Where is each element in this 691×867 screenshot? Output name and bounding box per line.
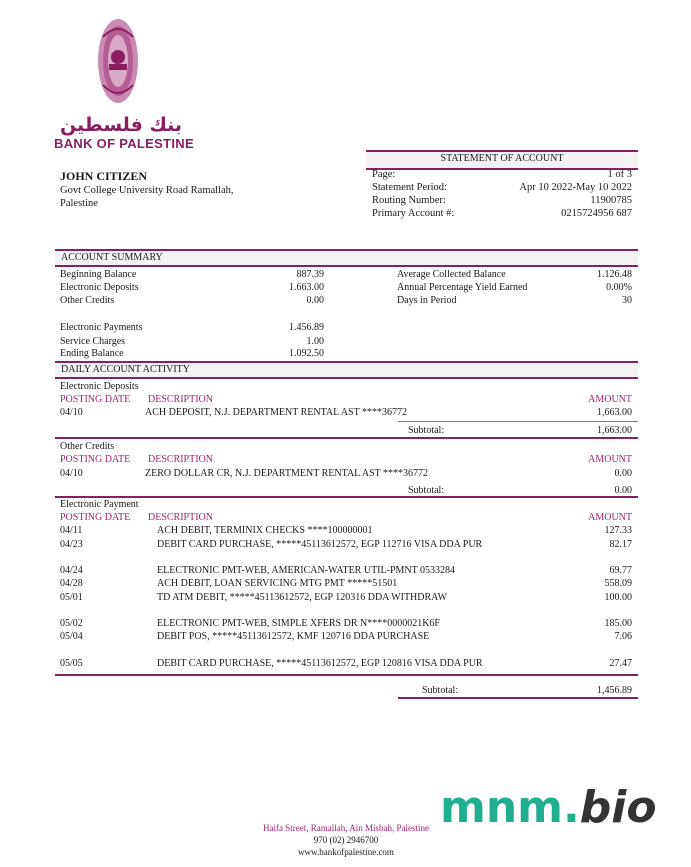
statement-period-label: Statement Period:: [372, 182, 447, 193]
row-date: 04/28: [60, 578, 83, 589]
summary-row: [60, 281, 632, 294]
row-amount: 1,663.00: [597, 407, 632, 418]
table-row: [60, 617, 632, 630]
customer-address-line2: Palestine: [60, 198, 98, 209]
summary-label: Service Charges: [60, 336, 126, 347]
row-amount: 82.17: [609, 539, 632, 550]
column-headers: [60, 511, 632, 524]
account-summary-title: ACCOUNT SUMMARY: [61, 252, 163, 263]
col-amount: AMOUNT: [588, 394, 632, 405]
row-date: 05/04: [60, 631, 83, 642]
row-amount: 558.09: [604, 578, 632, 589]
col-amount: AMOUNT: [588, 454, 632, 465]
summary-value: 0.00%: [606, 282, 632, 293]
row-date: 04/11: [60, 525, 83, 536]
row-date: 04/24: [60, 565, 83, 576]
row-date: 04/10: [60, 407, 83, 418]
table-row: [60, 591, 632, 604]
row-date: 05/05: [60, 658, 83, 669]
summary-label: Ending Balance: [60, 348, 124, 359]
primary-account-value: 0215724956 687: [561, 208, 632, 219]
bank-logo: [95, 17, 141, 105]
column-headers: [60, 453, 632, 466]
statement-period-value: Apr 10 2022-May 10 2022: [519, 182, 632, 193]
row-description: ELECTRONIC PMT-WEB, AMERICAN-WATER UTIL-PMNT 0533284: [157, 565, 456, 576]
col-posting-date: POSTING DATE: [60, 512, 131, 523]
summary-value: 1.092.50: [289, 348, 324, 359]
summary-value: 1.126.48: [597, 269, 632, 280]
row-amount: 7.06: [614, 631, 632, 642]
footer-website[interactable]: www.bankofpalestine.com: [298, 847, 394, 857]
summary-value: 887.39: [296, 269, 324, 280]
watermark-main: mnm.: [440, 782, 580, 833]
col-description: DESCRIPTION: [148, 394, 214, 405]
summary-label: Days in Period: [397, 295, 457, 306]
subtotal-label: Subtotal:: [422, 685, 459, 696]
row-amount: 69.77: [609, 565, 632, 576]
table-row: [60, 630, 632, 643]
row-date: 05/02: [60, 618, 83, 629]
statement-title: STATEMENT OF ACCOUNT: [440, 153, 564, 164]
bank-name-arabic: بنك فلسطين: [59, 114, 183, 136]
row-amount: 0.00: [614, 468, 632, 479]
col-description: DESCRIPTION: [148, 454, 214, 465]
subtotal-row: [60, 424, 632, 437]
section-title: Electronic Payment: [60, 499, 139, 510]
table-row: [60, 524, 632, 537]
summary-row: [60, 268, 632, 281]
summary-value: 1.00: [306, 336, 324, 347]
subtotal-value: 1,456.89: [597, 685, 632, 696]
row-description: ACH DEPOSIT, N.J. DEPARTMENT RENTAL AST ****36772: [145, 407, 408, 418]
summary-label: Annual Percentage Yield Earned: [397, 282, 528, 293]
row-date: 04/23: [60, 539, 83, 550]
row-amount: 185.00: [604, 618, 632, 629]
table-row: [60, 564, 632, 577]
row-description: DEBIT CARD PURCHASE, *****45113612572, EGP 112716 VISA DDA PUR: [157, 539, 483, 550]
daily-activity-header: [55, 361, 638, 379]
subtotal-value: 0.00: [614, 485, 632, 496]
summary-value: 1.456.89: [289, 322, 324, 333]
section-title: Other Credits: [60, 441, 115, 452]
row-description: ELECTRONIC PMT-WEB, SIMPLE XFERS DR N****0000021K6F: [157, 618, 440, 629]
row-date: 04/10: [60, 468, 83, 479]
bank-emblem-icon: [95, 17, 141, 105]
summary-row: [60, 321, 632, 334]
subtotal-divider: [398, 421, 638, 422]
table-row: [60, 467, 632, 480]
summary-row: [60, 294, 632, 307]
summary-value: 1.663.00: [289, 282, 324, 293]
page-label: Page:: [372, 169, 396, 180]
row-description: ACH DEBIT, LOAN SERVICING MTG PMT *****51501: [157, 578, 398, 589]
col-amount: AMOUNT: [588, 512, 632, 523]
column-headers: [60, 393, 632, 406]
summary-value: 0.00: [306, 295, 324, 306]
col-posting-date: POSTING DATE: [60, 454, 131, 465]
row-amount: 100.00: [604, 592, 632, 603]
col-description: DESCRIPTION: [148, 512, 214, 523]
subtotal-label: Subtotal:: [408, 425, 445, 436]
bank-name-english: BANK OF PALESTINE: [54, 136, 194, 151]
watermark-tld: bio: [579, 782, 657, 833]
row-description: ZERO DOLLAR CR, N.J. DEPARTMENT RENTAL AST ****36772: [145, 468, 429, 479]
summary-label: Electronic Payments: [60, 322, 143, 333]
table-row: [60, 406, 632, 419]
row-amount: 27.47: [609, 658, 632, 669]
table-row: [60, 657, 632, 670]
section-title: Electronic Deposits: [60, 381, 139, 392]
row-description: DEBIT CARD PURCHASE, *****45113612572, EGP 120816 VISA DDA PUR: [157, 658, 483, 669]
summary-label: Electronic Deposits: [60, 282, 139, 293]
summary-label: Average Collected Balance: [397, 269, 506, 280]
account-summary-header: [55, 249, 638, 267]
section-divider: [55, 674, 638, 676]
summary-label: Other Credits: [60, 295, 115, 306]
subtotal-row: [60, 684, 632, 697]
row-description: DEBIT POS, *****45113612572, KMF 120716 DDA PURCHASE: [157, 631, 430, 642]
summary-value: 30: [622, 295, 632, 306]
routing-number-value: 11900785: [590, 195, 632, 206]
customer-address-line1: Govt College University Road Ramallah,: [60, 185, 234, 196]
table-row: [60, 538, 632, 551]
page-value: 1 of 3: [607, 169, 632, 180]
col-posting-date: POSTING DATE: [60, 394, 131, 405]
section-divider: [398, 697, 638, 699]
summary-label: Beginning Balance: [60, 269, 137, 280]
subtotal-label: Subtotal:: [408, 485, 445, 496]
section-divider: [55, 437, 638, 439]
table-row: [60, 577, 632, 590]
primary-account-label: Primary Account #:: [372, 208, 455, 219]
row-description: ACH DEBIT, TERMINIX CHECKS ****100000001: [157, 525, 373, 536]
row-amount: 127.33: [604, 525, 632, 536]
row-description: TD ATM DEBIT, *****45113612572, EGP 120316 DDA WITHDRAW: [157, 592, 448, 603]
subtotal-value: 1,663.00: [597, 425, 632, 436]
footer-phone: 970 (02) 2946700: [313, 835, 379, 845]
footer-address: Haifa Street, Ramallah, Ain Misbah, Palestine: [263, 823, 429, 833]
row-date: 05/01: [60, 592, 83, 603]
customer-name: JOHN CITIZEN: [60, 169, 148, 183]
routing-number-label: Routing Number:: [372, 195, 446, 206]
summary-row: [60, 347, 632, 360]
daily-activity-title: DAILY ACCOUNT ACTIVITY: [61, 364, 190, 375]
